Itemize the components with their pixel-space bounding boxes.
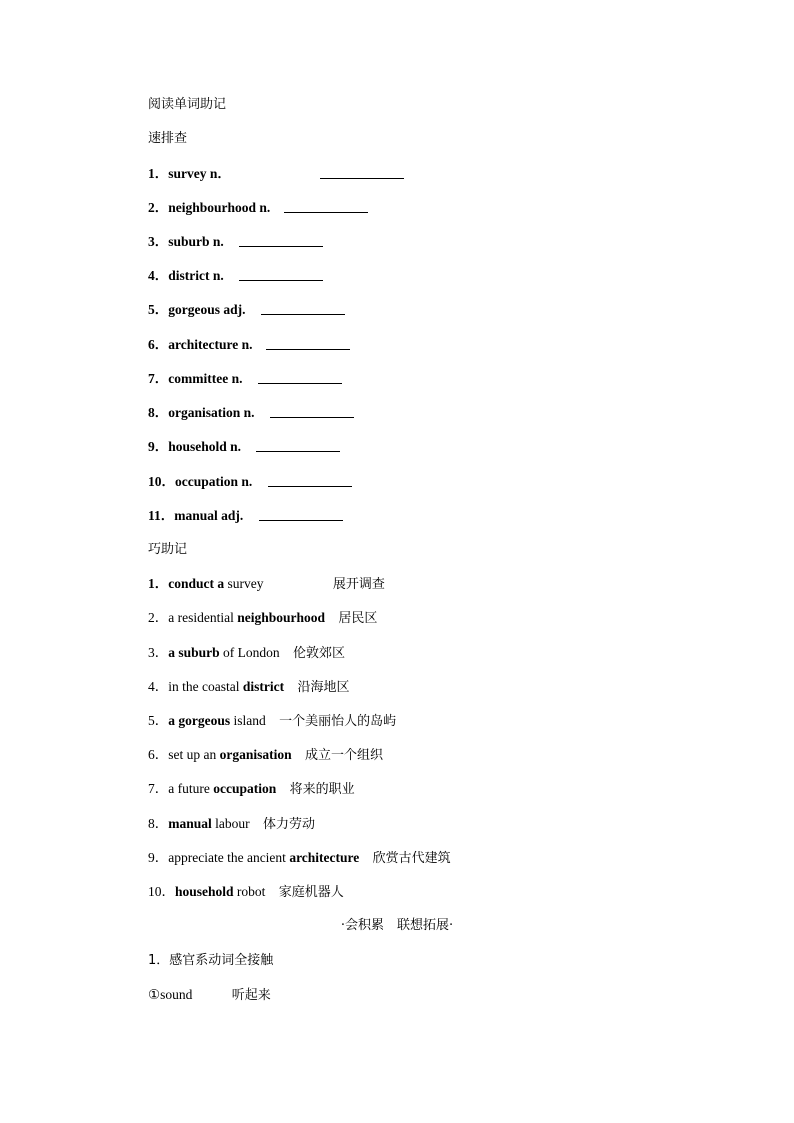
answer-blank (270, 405, 354, 418)
phrase-item: 3．a suburb of London 伦敦郊区 (148, 645, 346, 661)
page-heading: 阅读单词助记 (148, 97, 227, 112)
example-item: ①sound 听起来 (148, 987, 271, 1003)
answer-blank (239, 234, 323, 247)
phrase-item: 10．household robot 家庭机器人 (148, 884, 344, 900)
answer-blank (261, 302, 345, 315)
answer-blank (320, 166, 404, 179)
answer-blank (239, 268, 323, 281)
quick-check-title: 速排查 (148, 131, 188, 146)
answer-blank (259, 508, 343, 521)
list-item: 2．neighbourhood n. (148, 199, 368, 217)
answer-blank (266, 337, 350, 350)
list-item: 7．committee n. (148, 370, 342, 388)
list-item: 10．occupation n. (148, 473, 352, 491)
phrase-item: 5．a gorgeous island 一个美丽怡人的岛屿 (148, 713, 397, 729)
list-item: 6．architecture n. (148, 336, 350, 354)
phrase-item: 9．appreciate the ancient architecture 欣赏古代建筑 (148, 850, 451, 866)
sub-heading: 1．感官系动词全接触 (148, 953, 274, 968)
phrase-item: 8．manual labour 体力劳动 (148, 816, 316, 832)
list-item: 1．survey n． (148, 165, 404, 183)
answer-blank (256, 439, 340, 452)
memory-title: 巧助记 (148, 542, 188, 557)
list-item: 9．household n. (148, 438, 340, 456)
list-item: 4．district n. (148, 267, 323, 285)
phrase-item: 1．conduct a survey 展开调查 (148, 576, 385, 592)
phrase-item: 4．in the coastal district 沿海地区 (148, 679, 350, 695)
answer-blank (268, 474, 352, 487)
list-item: 3．suburb n. (148, 233, 323, 251)
phrase-item: 6．set up an organisation 成立一个组织 (148, 747, 384, 763)
list-item: 5．gorgeous adj. (148, 301, 345, 319)
list-item: 11．manual adj. (148, 507, 343, 525)
phrase-item: 2．a residential neighbourhood 居民区 (148, 610, 378, 626)
list-item: 8．organisation n. (148, 404, 354, 422)
phrase-item: 7．a future occupation 将来的职业 (148, 781, 355, 797)
answer-blank (258, 371, 342, 384)
section-title: ·会积累 联想拓展· (340, 918, 454, 933)
answer-blank (284, 200, 368, 213)
